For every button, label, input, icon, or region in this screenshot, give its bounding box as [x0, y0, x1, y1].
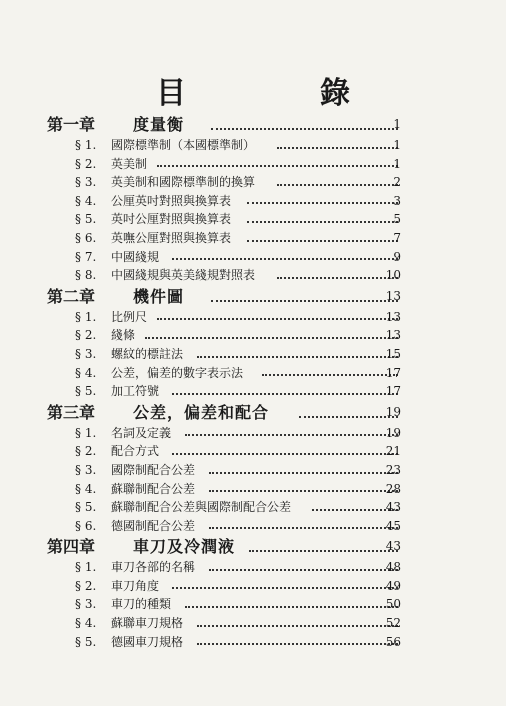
toc-section-row: [0, 614, 506, 633]
toc-section-row: [0, 192, 506, 211]
leader-dots: [145, 336, 398, 339]
toc-section-row: [0, 424, 506, 443]
leader-dots: [247, 201, 398, 204]
toc-chapter-row: [0, 401, 506, 424]
chapter-title: 車刀及冷潤液: [133, 537, 236, 557]
toc-section-row: [0, 308, 506, 327]
page-number: 43: [385, 500, 401, 515]
page-title: 目 錄: [156, 76, 402, 111]
page-number: 7: [393, 230, 401, 245]
leader-dots: [157, 164, 398, 167]
table-of-contents: [0, 113, 506, 651]
toc-section-row: [0, 326, 506, 345]
section-number: § 4.: [75, 193, 97, 208]
section-number: § 2.: [75, 578, 97, 593]
page-number: 1: [393, 156, 401, 171]
page-number: 3: [393, 193, 401, 208]
section-number: § 4.: [75, 365, 97, 380]
leader-dots: [185, 433, 398, 436]
leader-dots: [185, 605, 398, 608]
section-title: 英吋公厘對照與換算表: [111, 212, 232, 227]
section-title: 綫條: [111, 328, 136, 343]
toc-section-row: [0, 480, 506, 499]
leader-dots: [209, 489, 398, 492]
section-number: § 5.: [75, 500, 97, 515]
toc-section-row: [0, 173, 506, 192]
toc-section-row: [0, 595, 506, 614]
section-number: § 1.: [75, 138, 97, 152]
section-number: § 4.: [75, 481, 97, 496]
toc-section-row: [0, 442, 506, 461]
page-number: 56: [385, 634, 401, 649]
page-number: 5: [393, 212, 401, 227]
section-title: 加工符號: [111, 384, 160, 399]
section-number: § 2.: [75, 444, 97, 459]
section-number: § 3.: [75, 462, 97, 477]
toc-section-row: [0, 517, 506, 536]
section-title: 英美制和國際標準制的換算: [111, 175, 256, 190]
page-number: 17: [385, 365, 401, 380]
page-number: 23: [385, 462, 401, 477]
leader-dots: [197, 642, 398, 645]
page-number: 10: [385, 268, 401, 283]
section-title: 德國制配合公差: [111, 518, 196, 533]
chapter-number: 第四章: [47, 537, 96, 557]
page-number: 13: [385, 309, 401, 324]
leader-dots: [211, 299, 398, 302]
section-number: § 4.: [75, 616, 97, 631]
page-number: 17: [385, 384, 401, 399]
leader-dots: [157, 317, 398, 320]
toc-section-row: [0, 461, 506, 480]
page-number: 13: [385, 288, 401, 303]
leader-dots: [197, 624, 398, 627]
page-number: 1: [393, 117, 401, 131]
section-number: § 2.: [75, 328, 97, 343]
section-number: § 1.: [75, 425, 97, 440]
section-number: § 1.: [75, 309, 97, 324]
toc-section-row: [0, 498, 506, 517]
toc-section-row: [0, 633, 506, 652]
toc-section-row: [0, 229, 506, 248]
section-title: 車刀各部的名稱: [111, 560, 196, 575]
section-number: § 5.: [75, 634, 97, 649]
leader-dots: [247, 239, 398, 242]
page-number: 19: [385, 425, 401, 440]
section-number: § 6.: [75, 518, 97, 533]
section-number: § 7.: [75, 249, 97, 264]
section-number: § 5.: [75, 384, 97, 399]
section-title: 公差，偏差的數字表示法: [111, 365, 244, 380]
page-number: 2: [393, 175, 401, 190]
toc-section-row: [0, 382, 506, 401]
chapter-title: 機件圖: [133, 286, 185, 306]
section-title: 公厘英吋對照與換算表: [111, 193, 232, 208]
page-number: 15: [385, 346, 401, 361]
leader-dots: [172, 452, 398, 455]
chapter-title: 度量衡: [133, 115, 185, 134]
section-title: 英美制: [111, 156, 148, 171]
page-number: 48: [385, 560, 401, 575]
leader-dots: [209, 568, 398, 571]
section-title: 德國車刀規格: [111, 634, 184, 649]
section-title: 英嘸公厘對照與換算表: [111, 230, 232, 245]
section-number: § 5.: [75, 212, 97, 227]
leader-dots: [262, 373, 398, 376]
toc-section-row: [0, 248, 506, 267]
chapter-number: 第二章: [47, 286, 96, 306]
section-title: 比例尺: [111, 309, 148, 324]
page-number: 21: [385, 444, 401, 459]
page-number: 50: [385, 597, 401, 612]
section-title: 蘇聯制配合公差: [111, 481, 196, 496]
section-title: 車刀的種類: [111, 597, 172, 612]
toc-section-row: [0, 364, 506, 383]
chapter-number: 第三章: [47, 402, 96, 422]
page-number: 1: [393, 138, 401, 152]
page-number: 13: [385, 328, 401, 343]
section-title: 車刀角度: [111, 578, 160, 593]
page-number: 49: [385, 578, 401, 593]
leader-dots: [172, 257, 398, 260]
toc-section-row: [0, 266, 506, 285]
leader-dots: [172, 586, 398, 589]
section-title: 國際標準制（本國標準制）: [111, 138, 256, 152]
toc-section-row: [0, 210, 506, 229]
section-title: 螺紋的標註法: [111, 346, 184, 361]
section-title: 名詞及定義: [111, 425, 172, 440]
section-title: 蘇聯車刀規格: [111, 616, 184, 631]
toc-section-row: [0, 136, 506, 155]
toc-chapter-row: [0, 535, 506, 558]
leader-dots: [247, 220, 398, 223]
leader-dots: [209, 471, 398, 474]
page-number: 28: [385, 481, 401, 496]
leader-dots: [172, 392, 398, 395]
page-number: 43: [385, 539, 401, 554]
toc-section-row: [0, 577, 506, 596]
page-number: 19: [385, 404, 401, 419]
toc-section-row: [0, 558, 506, 577]
section-title: 中國綫規: [111, 249, 160, 264]
leader-dots: [211, 127, 398, 130]
page-number: 45: [385, 518, 401, 533]
leader-dots: [197, 355, 398, 358]
chapter-number: 第一章: [47, 115, 96, 134]
section-number: § 1.: [75, 560, 97, 575]
section-number: § 2.: [75, 156, 97, 171]
section-title: 中國綫規與英美綫規對照表: [111, 268, 256, 283]
page-number: 52: [385, 616, 401, 631]
toc-chapter-row: [0, 285, 506, 308]
leader-dots: [249, 549, 398, 552]
chapter-title: 公差，偏差和配合: [133, 402, 270, 422]
toc-chapter-row: [0, 113, 506, 136]
section-title: 蘇聯制配合公差與國際制配合公差: [111, 500, 292, 515]
leader-dots: [209, 526, 398, 529]
section-number: § 6.: [75, 230, 97, 245]
toc-section-row: [0, 155, 506, 174]
section-title: 國際制配合公差: [111, 462, 196, 477]
section-number: § 3.: [75, 346, 97, 361]
section-number: § 8.: [75, 268, 97, 283]
toc-section-row: [0, 345, 506, 364]
section-number: § 3.: [75, 175, 97, 190]
section-number: § 3.: [75, 597, 97, 612]
section-title: 配合方式: [111, 444, 160, 459]
page-number: 9: [393, 249, 401, 264]
